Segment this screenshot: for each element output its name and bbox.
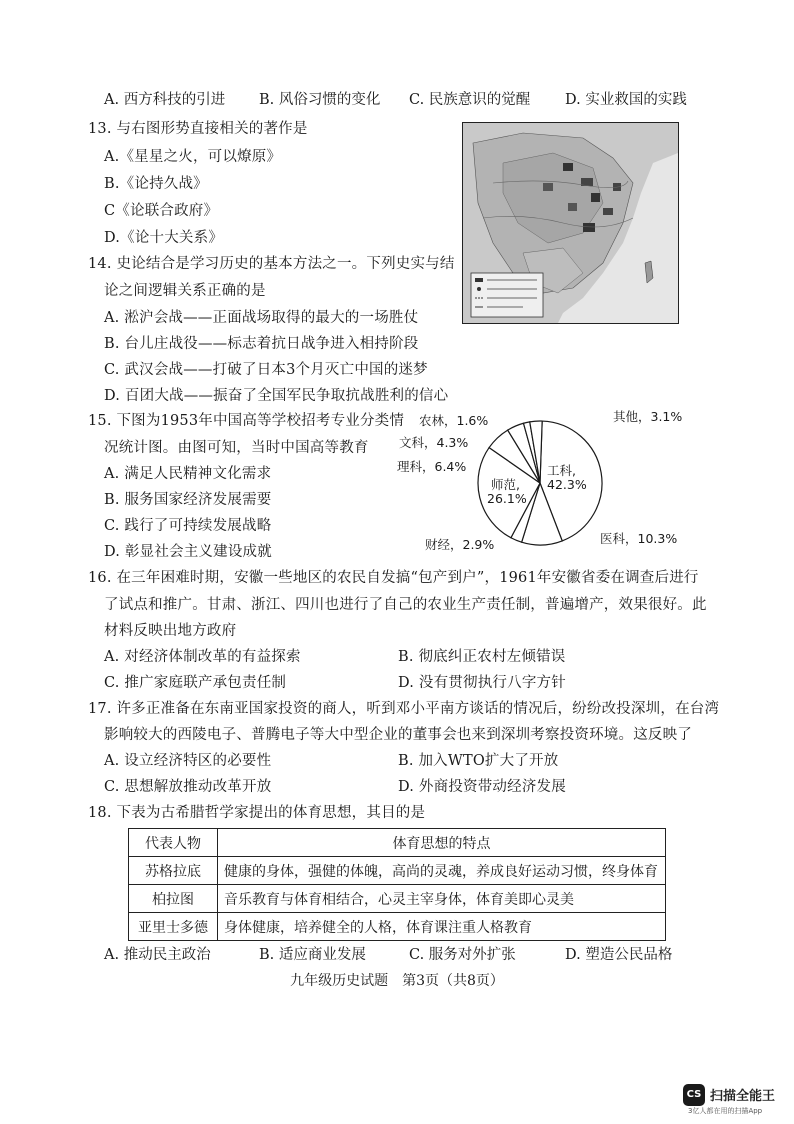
camscanner-tagline: 3亿人都在用的扫描App bbox=[688, 1107, 763, 1115]
q14-option-a: A. 淞沪会战——正面战场取得的最大的一场胜仗 bbox=[104, 310, 419, 326]
q13-stem: 13. 与右图形势直接相关的著作是 bbox=[88, 121, 308, 137]
q17-option-a: A. 设立经济特区的必要性 bbox=[104, 753, 272, 769]
q16-line3: 材料反映出地方政府 bbox=[104, 623, 237, 639]
historical-map bbox=[462, 122, 679, 324]
q13-option-a: A.《星星之火，可以燎原》 bbox=[104, 149, 282, 165]
q17-option-b: B. 加入WTO扩大了开放 bbox=[398, 753, 559, 769]
q16-line1: 16. 在三年困难时期，安徽一些地区的农民自发搞“包产到户”，1961年安徽省委在调查后进行 bbox=[88, 570, 699, 586]
q18-option-c: C. 服务对外扩张 bbox=[409, 947, 516, 963]
q13-option-c: C《论联合政府》 bbox=[104, 203, 219, 219]
q17-option-d: D. 外商投资带动经济发展 bbox=[398, 779, 566, 795]
table-cell-feature: 音乐教育与体育相结合，心灵主宰身体，体育美即心灵美 bbox=[218, 885, 666, 913]
slice-label-gongke-value: 42.3% bbox=[547, 477, 587, 492]
q15-stem-line1: 15. 下图为1953年中国高等学校招考专业分类情 bbox=[88, 413, 405, 429]
slice-label-yike: 医科，10.3% bbox=[600, 531, 678, 546]
slice-label-gongke-name: 工科, bbox=[547, 463, 576, 478]
option-c: C. 民族意识的觉醒 bbox=[409, 92, 531, 108]
table-row bbox=[129, 857, 666, 885]
slice-label-shifan-name: 师范, bbox=[491, 477, 520, 492]
pie-chart bbox=[395, 405, 695, 560]
slice-label-nonglin: 农林，1.6% bbox=[419, 413, 489, 428]
map-image bbox=[463, 123, 678, 323]
q16-option-d: D. 没有贯彻执行八字方针 bbox=[398, 675, 566, 691]
option-a: A. 西方科技的引进 bbox=[104, 92, 226, 108]
option-b: B. 风俗习惯的变化 bbox=[259, 92, 381, 108]
q13-option-d: D.《论十大关系》 bbox=[104, 230, 224, 246]
table-row bbox=[129, 913, 666, 941]
slice-label-caijing: 财经，2.9% bbox=[425, 537, 495, 552]
slice-label-like: 理科，6.4% bbox=[397, 459, 467, 474]
table-cell-person: 柏拉图 bbox=[129, 885, 218, 913]
q13-option-b: B.《论持久战》 bbox=[104, 176, 208, 192]
q15-option-c: C. 践行了可持续发展战略 bbox=[104, 518, 272, 534]
philosophers-table bbox=[128, 828, 666, 941]
q14-stem-line1: 14. 史论结合是学习历史的基本方法之一。下列史实与结 bbox=[88, 256, 455, 272]
q17-option-c: C. 思想解放推动改革开放 bbox=[104, 779, 272, 795]
q14-option-c: C. 武汉会战——打破了日本3个月灭亡中国的迷梦 bbox=[104, 362, 428, 378]
slice-label-wenke: 文科，4.3% bbox=[399, 435, 469, 450]
table-header: 代表人物 bbox=[129, 829, 218, 857]
table-cell-feature: 健康的身体，强健的体魄，高尚的灵魂，养成良好运动习惯，终身体育 bbox=[218, 857, 666, 885]
slice-label-qita: 其他，3.1% bbox=[613, 409, 683, 424]
q14-stem-line2: 论之间逻辑关系正确的是 bbox=[104, 283, 266, 299]
table-cell-feature: 身体健康，培养健全的人格，体育课注重人格教育 bbox=[218, 913, 666, 941]
page-footer: 九年级历史试题 第3页（共8页） bbox=[290, 973, 504, 989]
camscanner-name: 扫描全能王 bbox=[710, 1089, 776, 1104]
q18-option-b: B. 适应商业发展 bbox=[259, 947, 366, 963]
q15-option-d: D. 彰显社会主义建设成就 bbox=[104, 544, 272, 560]
table-header: 体育思想的特点 bbox=[218, 829, 666, 857]
option-d: D. 实业救国的实践 bbox=[565, 92, 687, 108]
q16-option-a: A. 对经济体制改革的有益探索 bbox=[104, 649, 301, 665]
q16-option-c: C. 推广家庭联产承包责任制 bbox=[104, 675, 287, 691]
q18-option-d: D. 塑造公民品格 bbox=[565, 947, 673, 963]
table-cell-person: 苏格拉底 bbox=[129, 857, 218, 885]
slice-label-shifan-value: 26.1% bbox=[487, 491, 527, 506]
camscanner-logo-icon: CS bbox=[683, 1084, 705, 1106]
q15-option-a: A. 满足人民精神文化需求 bbox=[104, 466, 272, 482]
q15-option-b: B. 服务国家经济发展需要 bbox=[104, 492, 272, 508]
table-row bbox=[129, 885, 666, 913]
q17-line2: 影响较大的西陵电子、普腾电子等大中型企业的董事会也来到深圳考察投资环境。这反映了 bbox=[104, 727, 692, 743]
q14-option-b: B. 台儿庄战役——标志着抗日战争进入相持阶段 bbox=[104, 336, 419, 352]
q18-option-a: A. 推动民主政治 bbox=[104, 947, 211, 963]
table-cell-person: 亚里士多德 bbox=[129, 913, 218, 941]
q18-stem: 18. 下表为古希腊哲学家提出的体育思想，其目的是 bbox=[88, 805, 426, 821]
q15-stem-line2: 况统计图。由图可知，当时中国高等教育 bbox=[104, 440, 369, 456]
q16-option-b: B. 彻底纠正农村左倾错误 bbox=[398, 649, 566, 665]
q14-option-d: D. 百团大战——振奋了全国军民争取抗战胜利的信心 bbox=[104, 388, 449, 404]
q17-line1: 17. 许多正准备在东南亚国家投资的商人，听到邓小平南方谈话的情况后，纷纷改投深圳，在台湾 bbox=[88, 701, 720, 717]
table-header-row bbox=[129, 829, 666, 857]
q16-line2: 了试点和推广。甘肃、浙江、四川也进行了自己的农业生产责任制，普遍增产，效果很好。此 bbox=[104, 597, 707, 613]
